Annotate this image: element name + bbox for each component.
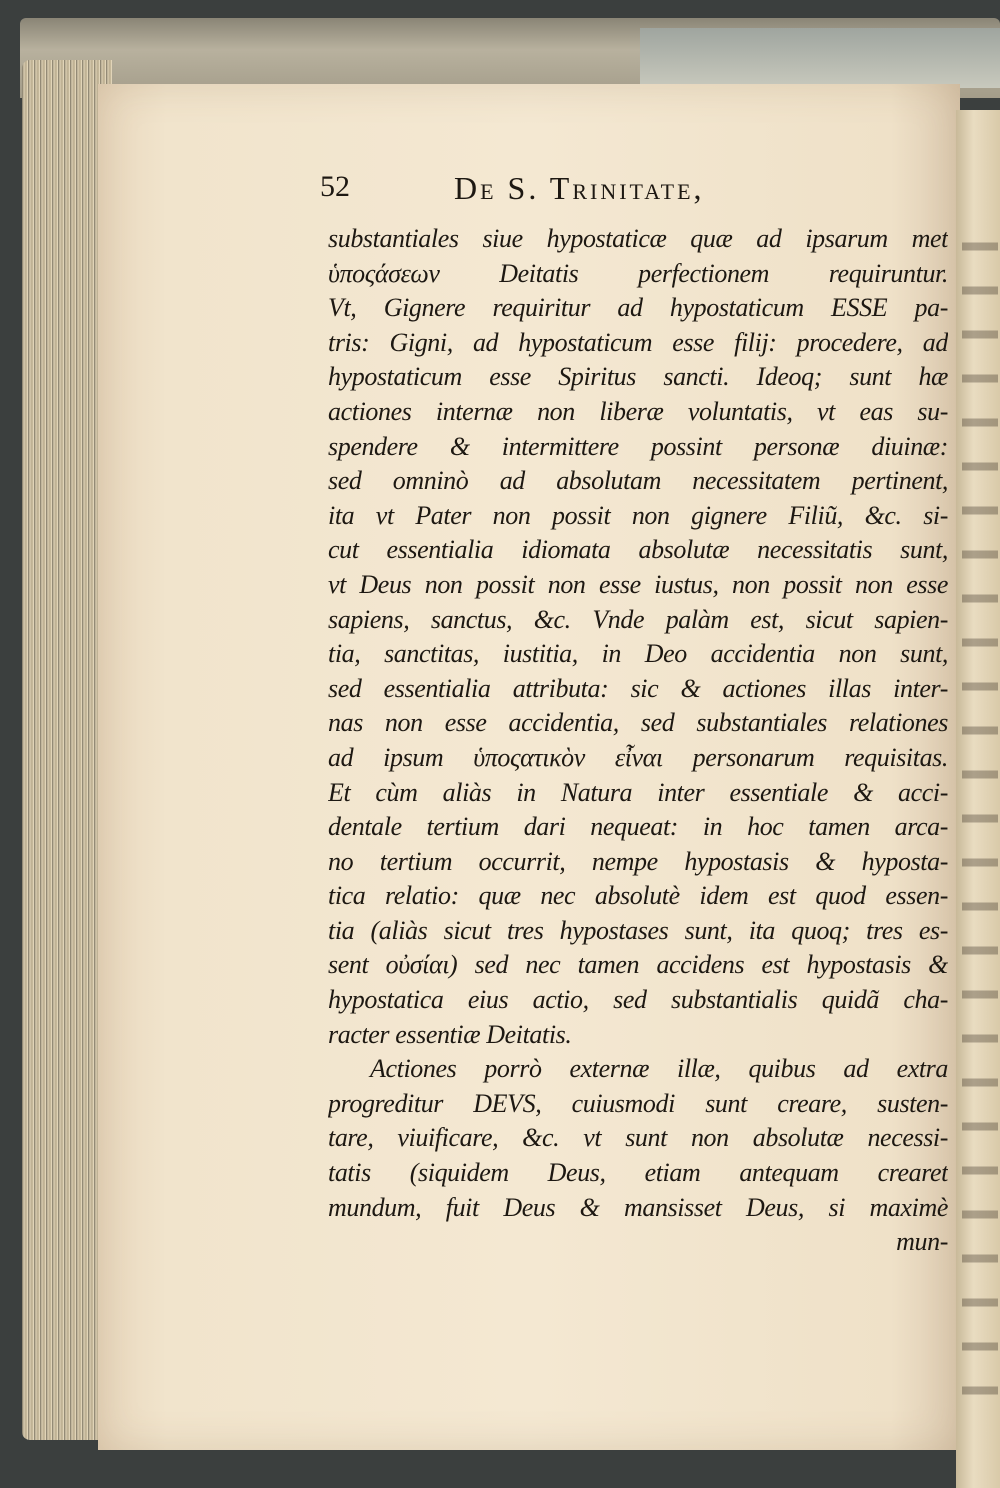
text-block xyxy=(320,170,948,1260)
text-line: sent οὐσίαι) sed nec tamen accidens est hypostasis & xyxy=(328,950,948,980)
text-line: Vt, Gignere requiritur ad hypostaticum ESSE pa- xyxy=(328,293,948,323)
text-line: dentale tertium dari nequeat: in hoc tamen arca- xyxy=(328,812,948,842)
body-text xyxy=(328,222,948,1260)
text-line: tia (aliàs sicut tres hypostases sunt, ita quoq; tres es- xyxy=(328,915,948,945)
text-line: substantiales siue hypostaticæ quæ ad ipsarum met xyxy=(328,224,948,253)
text-line: tia, sanctitas, iustitia, in Deo accidentia non sunt, xyxy=(328,639,948,669)
text-line: actiones internæ non liberæ voluntatis, vt eas su- xyxy=(328,396,948,426)
text-line: cut essentialia idiomata absolutæ necessitatis sunt, xyxy=(328,535,948,565)
text-line: progreditur DEVS, cuiusmodi sunt creare, susten- xyxy=(328,1088,948,1118)
book-cover-label-strip xyxy=(640,28,1000,88)
text-line: vt Deus non possit non esse iustus, non possit non esse xyxy=(328,569,948,599)
text-line: ὑποςάσεων Deitatis perfectionem requiruntur. xyxy=(328,258,948,288)
text-line: tris: Gigni, ad hypostaticum esse filij: procedere, ad xyxy=(328,327,948,357)
text-line: no tertium occurrit, nempe hypostasis & hyposta- xyxy=(328,846,948,876)
text-line: tica relatio: quæ nec absolutè idem est quod essen- xyxy=(328,881,948,911)
page-number: 52 xyxy=(320,170,350,203)
text-line: sed essentialia attributa: sic & actiones illas inter- xyxy=(328,673,948,703)
text-line: mundum, fuit Deus & mansisset Deus, si maximè xyxy=(328,1192,948,1222)
text-line: ita vt Pater non possit non gignere Filiũ, &c. si- xyxy=(328,500,948,530)
text-line: nas non esse accidentia, sed substantiales relationes xyxy=(328,708,948,738)
text-line: sapiens, sanctus, &c. Vnde palàm est, sicut sapien- xyxy=(328,604,948,634)
text-line: spendere & intermittere possint personæ diuinæ: xyxy=(328,431,948,461)
running-title: De S. Trinitate, xyxy=(454,170,705,206)
text-line: hypostatica eius actio, sed substantialis quidã cha- xyxy=(328,985,948,1015)
text-line: Actiones porrò externæ illæ, quibus ad extra xyxy=(370,1054,948,1084)
text-line: Et cùm aliàs in Natura inter essentiale & acci- xyxy=(328,777,948,807)
text-line: hypostaticum esse Spiritus sancti. Ideoq; sunt hæ xyxy=(328,362,948,392)
catchword: mun- xyxy=(896,1227,948,1257)
text-line: sed omninò ad absolutam necessitatem pertinent, xyxy=(328,466,948,496)
right-page-text-fragment xyxy=(962,220,998,1420)
text-line: ad ipsum ὑποςατικὸν εἶναι personarum requisitas. xyxy=(328,742,948,772)
running-header xyxy=(320,170,948,222)
text-line: tatis (siquidem Deus, etiam antequam crearet xyxy=(328,1158,948,1188)
text-line: racter essentiæ Deitatis. xyxy=(328,1019,572,1049)
text-line: tare, viuificare, &c. vt sunt non absolutæ necessi- xyxy=(328,1123,948,1153)
